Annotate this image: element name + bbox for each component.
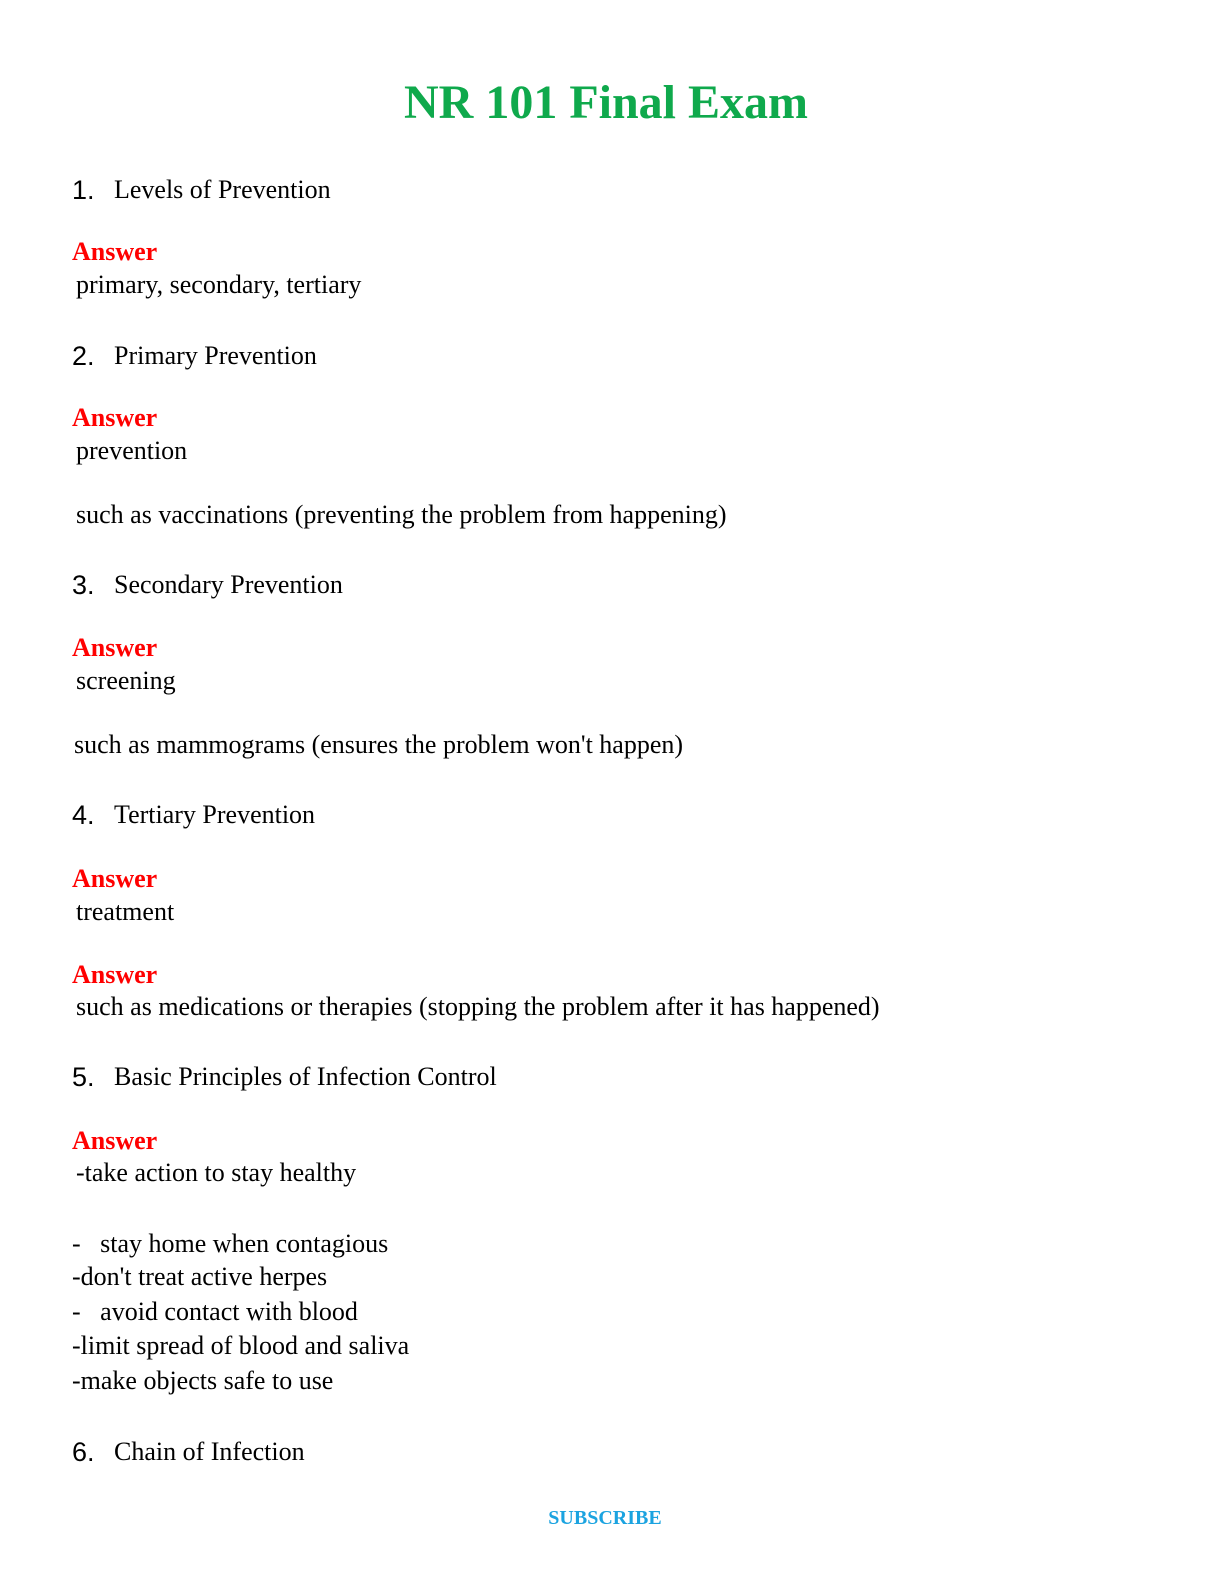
answer-text: prevention (76, 436, 188, 465)
page-title: NR 101 Final Exam (403, 76, 808, 129)
subscribe-link[interactable]: SUBSCRIBE (548, 1507, 662, 1529)
answer-text: such as medications or therapies (stopping the problem after it has happened) (76, 992, 880, 1021)
question-number: 5. (72, 1062, 95, 1092)
question-number: 2. (72, 341, 95, 371)
question-prompt: Levels of Prevention (114, 175, 331, 204)
question-prompt: Secondary Prevention (114, 570, 343, 599)
answer-label: Answer (72, 237, 158, 266)
answer-text: -take action to stay healthy (76, 1158, 357, 1187)
answer-label: Answer (72, 633, 158, 662)
question-number: 3. (72, 570, 95, 600)
question-number: 6. (72, 1437, 95, 1467)
question-number: 4. (72, 800, 95, 830)
answer-text: such as mammograms (ensures the problem won't happen) (74, 730, 684, 759)
answer-text: primary, secondary, tertiary (76, 270, 362, 299)
question-prompt: Tertiary Prevention (114, 800, 316, 829)
answer-text: such as vaccinations (preventing the problem from happening) (76, 500, 727, 529)
question-prompt: Primary Prevention (114, 341, 317, 370)
question-prompt: Basic Principles of Infection Control (114, 1062, 497, 1091)
answer-label: Answer (72, 403, 158, 432)
answer-text: - stay home when contagious (72, 1229, 389, 1258)
answer-label: Answer (72, 960, 158, 989)
answer-text: - avoid contact with blood (72, 1297, 358, 1326)
answer-label: Answer (72, 1126, 158, 1155)
answer-text: treatment (76, 897, 175, 926)
answer-text: -make objects safe to use (72, 1366, 334, 1395)
answer-text: -limit spread of blood and saliva (72, 1331, 410, 1360)
question-prompt: Chain of Infection (114, 1437, 305, 1466)
question-number: 1. (72, 175, 95, 205)
answer-text: -don't treat active herpes (72, 1262, 328, 1291)
answer-text: screening (76, 666, 176, 695)
answer-label: Answer (72, 864, 158, 893)
